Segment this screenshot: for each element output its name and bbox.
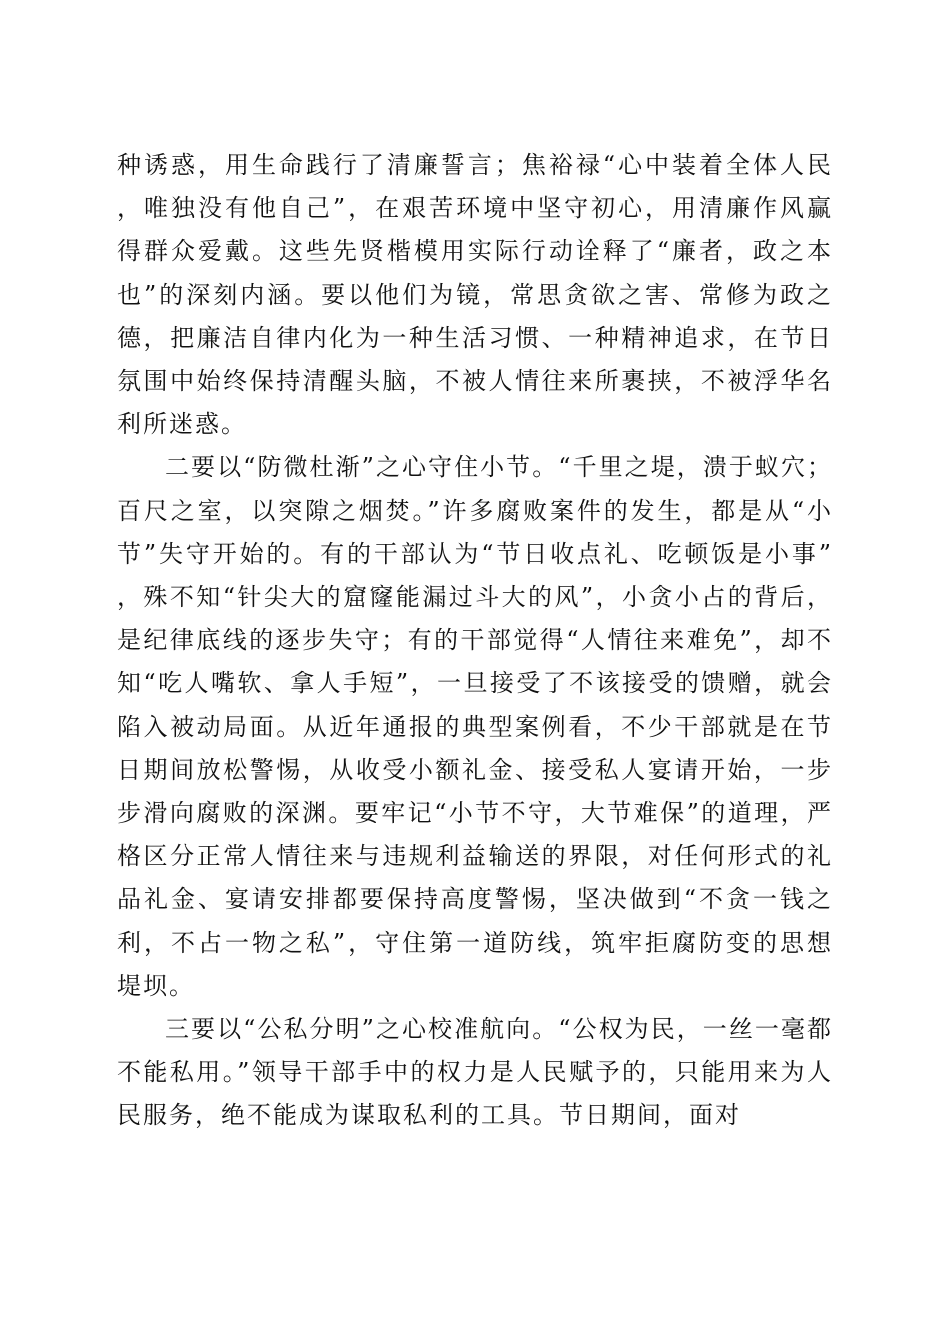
body-paragraph-1: 种诱惑，用生命践行了清廉誓言；焦裕禄“心中装着全体人民，唯独没有他自己”，在艰苦环境中坚守初心，用清廉作风赢得群众爱戴。这些先贤楷模用实际行动诠释了“廉者，政之本也”的深刻内涵。要以他们为镜，常思贪欲之害、常修为政之德，把廉洁自律内化为一种生活习惯、一种精神追求，在节日氛围中始终保持清醒头脑，不被人情往来所裹挟，不被浮华名利所迷惑。 bbox=[117, 151, 833, 439]
document-page bbox=[117, 144, 833, 1138]
body-paragraph-2: 二要以“防微杜渐”之心守住小节。“千里之堤，溃于蚁穴；百尺之室，以突隙之烟焚。”许多腐败案件的发生，都是从“小节”失守开始的。有的干部认为“节日收点礼、吃顿饭是小事”，殊不知“针尖大的窟窿能漏过斗大的风”，小贪小占的背后，是纪律底线的逐步失守；有的干部觉得“人情往来难免”，却不知“吃人嘴软、拿人手短”，一旦接受了不该接受的馈赠，就会陷入被动局面。从近年通报的典型案例看，不少干部就是在节日期间放松警惕，从收受小额礼金、接受私人宴请开始，一步步滑向腐败的深渊。要牢记“小节不守，大节难保”的道理，严格区分正常人情往来与违规利益输送的界限，对任何形式的礼品礼金、宴请安排都要保持高度警惕，坚决做到“不贪一钱之利，不占一物之私”，守住第一道防线，筑牢拒腐防变的思想堤坝。 bbox=[117, 453, 833, 1000]
body-paragraph-3: 三要以“公私分明”之心校准航向。“公权为民，一丝一毫都不能私用。”领导干部手中的权力是人民赋予的，只能用来为人民服务，绝不能成为谋取私利的工具。节日期间，面对 bbox=[117, 1015, 833, 1130]
